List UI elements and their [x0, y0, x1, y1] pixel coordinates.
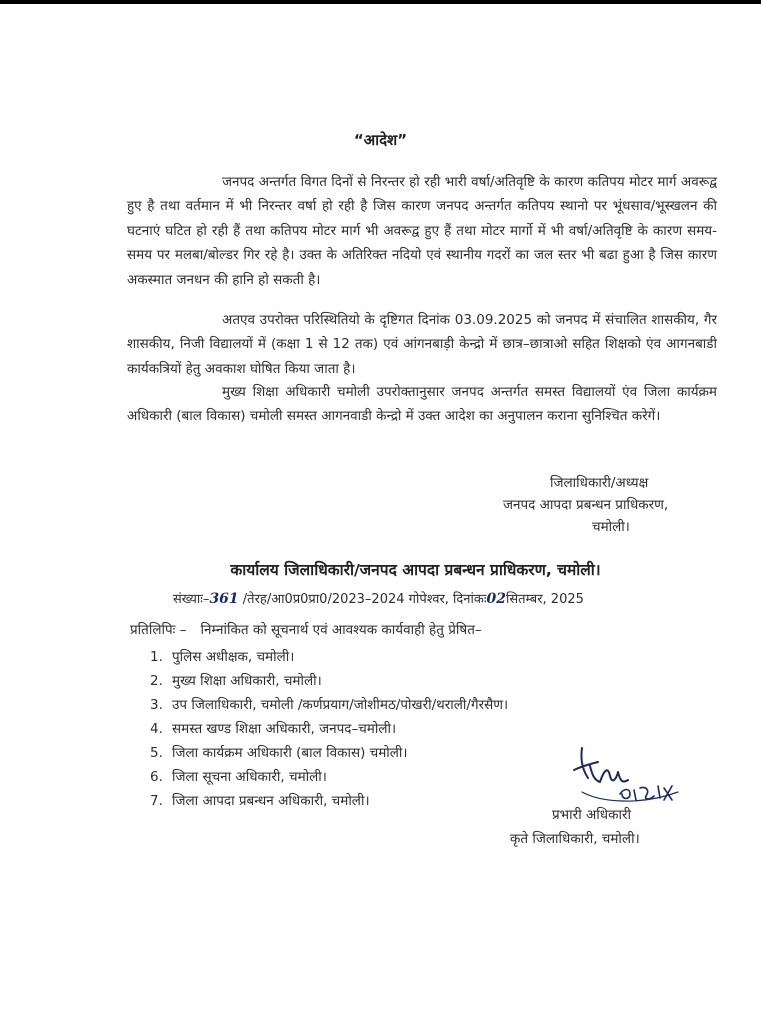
reference-suffix: सितम्बर, 2025: [506, 592, 584, 607]
document-title: “आदेश”: [353, 131, 408, 149]
list-item: 7. जिला आपदा प्रबन्धन अधिकारी, चमोली।: [150, 793, 370, 809]
signature-place: चमोली।: [592, 519, 630, 535]
copy-intro-text: निम्नांकित को सूचनार्थ एवं आवश्यक कार्यवाही हेतु प्रेषित–: [200, 622, 482, 638]
handwritten-signature-icon: [560, 740, 700, 810]
list-item: 5. जिला कार्यक्रम अधिकारी (बाल विकास) चमोली।: [150, 745, 408, 761]
signature-title: जिलाधिकारी/अध्यक्ष: [550, 475, 649, 491]
signature-authority: जनपद आपदा प्रबन्धन प्राधिकरण,: [503, 497, 669, 513]
reference-line: [173, 589, 733, 607]
copy-to-line: [130, 620, 730, 638]
list-item: 3. उप जिलाधिकारी, चमोली /कर्णप्रयाग/जोशीमठ/पोखरी/थराली/गैरसैण।: [150, 697, 509, 713]
paragraph-2: अतएव उपरोक्त परिस्थितियो के दृष्टिगत दिनांक 03.09.2025 को जनपद में संचालित शासकीय, गैर शासकीय, निजी विद्यालयों में (कक्षा 1 से 12 तक) एवं आंगनबाड़ी केन्द्रो में छात्र–छात्राओ सहित शिक्षको एंव आगनबाडी कार्यकत्रियों हेतु अवकाश घोषित किया जाता है।: [127, 312, 717, 377]
paragraph-3: मुख्य शिक्षा अधिकारी चमोली उपरोक्तानुसार जनपद अन्तर्गत समस्त विद्यालयों एंव जिला कार्यक्रम अधिकारी (बाल विकास) चमोली समस्त आगनवाडी केन्द्रो में उक्त आदेश का अनुपालन कराना सुनिश्चित करेगें।: [127, 384, 717, 425]
officer-on-behalf: कृते जिलाधिकारी, चमोली।: [510, 831, 640, 847]
office-heading: कार्यालय जिलाधिकारी/जनपद आपदा प्रबन्धन प्राधिकरण, चमोली।: [230, 561, 601, 579]
list-item: 1. पुलिस अधीक्षक, चमोली।: [150, 649, 295, 665]
list-item: 6. जिला सूचना अधिकारी, चमोली।: [150, 769, 327, 785]
copy-label: प्रतिलिपिः –: [130, 622, 187, 638]
reference-day: 02: [486, 591, 506, 607]
officer-title: प्रभारी अधिकारी: [552, 807, 631, 823]
reference-prefix: संख्याः–: [173, 592, 210, 607]
list-item: 4. समस्त खण्ड शिक्षा अधिकारी, जनपद–चमोली।: [150, 721, 397, 737]
signature-block-district-magistrate: [500, 472, 730, 538]
list-item: 2. मुख्य शिक्षा अधिकारी, चमोली।: [150, 673, 322, 689]
reference-number: 361: [209, 591, 239, 607]
paragraph-1: जनपद अन्तर्गत विगत दिनों से निरन्तर हो रही भारी वर्षा/अतिवृष्टि के कारण कतिपय मोटर मार्ग अवरूद्व हुए है तथा वर्तमान में भी निरन्तर वर्षा हो रही है जिस कारण जनपद अन्तर्गत कतिपय स्थानो पर भूंधसाव/भूस्खलन की घटनाएं घटित हो रही हैं तथा कतिपय मोटर मार्ग भी अवरूद्व हुए हैं तथा मोटर मार्गो में भी वर्षा/अतिवृष्टि के कारण समय-समय पर मलबा/बोल्डर गिर रहे है। उक्त के अतिरिक्त नदियो एवं स्थानीय गदरों का जल स्तर भी बढा हुआ है जिस कारण अकस्मात जनधन की हानि हो सकती है।: [127, 174, 717, 288]
signature-block-officer: [510, 803, 730, 851]
reference-middle: /तेरह/आ0प्र0प्रा0/2023–2024 गोपेश्वर, दिनांकः: [238, 592, 487, 607]
